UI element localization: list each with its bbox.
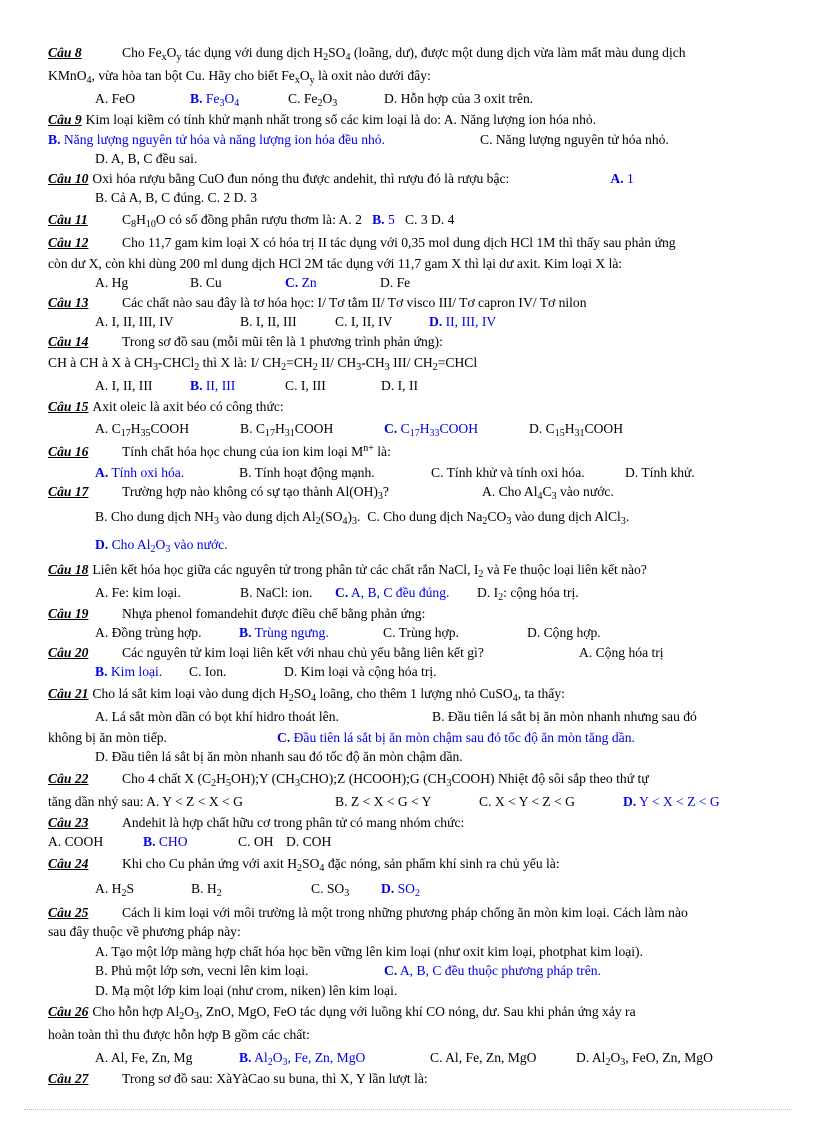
question-24-options (48, 875, 778, 903)
options-cd[interactable]: C. 3 D. 4 (404, 211, 455, 227)
option-c[interactable]: C. OH (238, 834, 274, 849)
option-b[interactable]: B. Phủ một lớp sơn, vecni lên kim loại. (95, 963, 309, 978)
option-a[interactable]: A. $H_2S$ (95, 880, 134, 899)
option-c[interactable]: C. $SO_3$ (311, 880, 350, 899)
question-25-options-2 (48, 961, 778, 981)
question-label: Câu 11 (48, 211, 88, 227)
question-22-line2 (48, 790, 778, 813)
question-10-options (48, 188, 778, 208)
question-label: Câu 19 (48, 605, 89, 621)
option-c[interactable]: C. Năng lượng nguyên tử hóa nhỏ. (480, 131, 669, 147)
question-13: Câu 13 Các chất nào sau đây là tơ hóa học: I/ Tơ tằm II/ Tơ visco III/ Tơ capron IV/ Tơ nilon (48, 293, 778, 313)
option-a[interactable]: A. Fe: kim loại. (95, 584, 181, 600)
option-d[interactable]: D. Đầu tiên lá sắt bị ăn mòn nhanh sau đó tốc độ ăn mòn chậm dần. (95, 749, 463, 764)
question-label: Câu 20 (48, 644, 89, 660)
question-label: Câu 26 (48, 1004, 89, 1019)
question-18: Câu 18 Liên kết hóa học giữa các nguyên tử trong phân tử các chất rắn NaCl, $I_2$ và Fe thuộc loại liên kết nào? (48, 561, 647, 580)
question-label: Câu 16 (48, 443, 89, 459)
question-9-options-2 (48, 149, 778, 169)
question-label: Câu 24 (48, 855, 89, 871)
option-b-correct[interactable]: B. Kim loại. (95, 664, 163, 679)
option-d[interactable]: D. $I_2$: cộng hóa trị. (477, 584, 579, 603)
question-25-line2: sau đây thuộc về phương pháp này: (48, 924, 241, 939)
option-a[interactable]: A. Hg (95, 275, 129, 290)
question-label: Câu 9 (48, 112, 82, 127)
option-a[interactable]: A. COOH (48, 834, 104, 849)
option-d-correct[interactable]: D. II, III, IV (429, 314, 497, 329)
option-d-correct[interactable]: D. $SO_2$ (381, 880, 420, 899)
question-8: Câu 8 Cho $Fe_xO_y$ tác dụng với dung dịch $H_2SO_4$ (loãng, dư), được một dung dịch vừa làm mất màu dung dịch (48, 41, 778, 64)
option-b[interactable]: B. I, II, III (240, 314, 297, 329)
question-12-line2: còn dư X, còn khi dùng 200 ml dung dịch HCl 2M tác dụng với 11,7 gam X thì lại dư axit. Kim loại X là: (48, 255, 623, 271)
option-b[interactable]: B. $H_2$ (191, 880, 222, 899)
option-b[interactable]: B. $C_{17}H_{31}COOH$ (240, 420, 334, 439)
option-a[interactable]: A. I, II, III, IV (95, 314, 174, 329)
option-a[interactable]: A. $C_{17}H_{35}COOH$ (95, 420, 190, 439)
question-27: Câu 27 Trong sơ đồ sau: XàYàCao su buna, thì X, Y lần lượt là: (48, 1069, 778, 1089)
question-11: Câu 11 $C_8H_{10}O$ có số đồng phân rượu thơm là: A. 2 B. 5 C. 3 D. 4 (48, 208, 778, 231)
question-label: Câu 17 (48, 484, 89, 499)
question-label: Câu 18 (48, 561, 89, 577)
option-d[interactable]: D. COH (286, 834, 332, 849)
question-20: Câu 20 Các nguyên tử kim loại liên kết với nhau chủ yếu bằng liên kết gì? A. Cộng hóa trị (48, 643, 778, 663)
option-d[interactable]: D. Tính khử. (625, 464, 695, 480)
option-d[interactable]: D. $Al_2O_3$, FeO, Zn, MgO (576, 1050, 713, 1068)
question-label: Câu 12 (48, 234, 89, 250)
question-label: Câu 21 (48, 685, 89, 701)
option-b-correct[interactable]: B. $Al_2O_3$, Fe, Zn, MgO (239, 1050, 366, 1068)
option-a[interactable]: A. Cho $Al_4C_3$ vào nước. (482, 484, 614, 502)
option-a-correct[interactable]: A. 1 (610, 170, 634, 186)
question-14-line2: CH à CH à X à $CH_3-CHCl_2$ thì X là: I/ $CH_2=CH_2$ II/ $CH_3-CH_3$ III/ $CH_2=CHCl$ (48, 355, 478, 373)
option-a[interactable]: A. Đồng trùng hợp. (95, 625, 202, 640)
option-a[interactable]: A. Cộng hóa trị (579, 644, 664, 660)
question-19-options (48, 623, 778, 643)
question-26: Câu 26 Cho hỗn hợp $Al_2O_3$, ZnO, MgO, FeO tác dụng với luồng khí CO nóng, dư. Sau khi phản ứng xảy ra (48, 1004, 636, 1022)
question-15: Câu 15 Axit oleic là axit béo có công thức: (48, 399, 284, 414)
option-b-correct[interactable]: B. CHO (143, 834, 188, 849)
option-c[interactable]: C. I, II, IV (335, 314, 393, 329)
question-22: Câu 22 Cho 4 chất X $(C_2H_5OH);Y$ $(CH_3CHO);Z$ (HCOOH);G $(CH_3COOH)$ Nhiệt độ sôi sắp theo thứ tự (48, 767, 778, 790)
question-12-options (48, 273, 778, 293)
option-b[interactable]: B. Cu (190, 275, 222, 290)
question-17: Câu 17 Trường hợp nào không có sự tạo thành $Al(OH)_3$? A. Cho $Al_4C_3$ vào nước. (48, 484, 614, 502)
option-c-correct[interactable]: C. Zn (285, 275, 317, 290)
question-17-options (48, 502, 778, 531)
option-c[interactable]: C. Cho dung dịch $Na_2CO_3$ vào dung dịch AlCl$_3$. (367, 508, 630, 527)
question-25: Câu 25 Cách li kim loại với môi trường là một trong những phương pháp chống ăn mòn kim loại. Cách làm nào (48, 903, 778, 923)
option-b-correct[interactable]: B. II, III (190, 378, 236, 393)
question-17-options-2 (48, 531, 778, 558)
option-a[interactable]: A. I, II, III (95, 378, 153, 393)
question-label: Câu 27 (48, 1071, 89, 1086)
option-d[interactable]: D. Cộng hợp. (527, 625, 601, 640)
option-c-correct[interactable]: C. $C_{17}H_{33}COOH$ (384, 420, 479, 439)
question-15-options (48, 417, 778, 440)
question-26-line2: hoàn toàn thì thu được hỗn hợp B gồm các chất: (48, 1027, 310, 1042)
exam-page (48, 41, 778, 1089)
option-a[interactable]: A. FeO (95, 91, 136, 106)
option-d[interactable]: D. Mạ một lớp kim loại (như crom, niken) lên kim loại. (95, 982, 398, 998)
question-25-options-3 (48, 981, 778, 1001)
option-b[interactable]: B. NaCl: ion. (240, 584, 313, 600)
option-d[interactable]: D. $C_{15}H_{31}COOH$ (529, 420, 624, 439)
option-a[interactable]: tăng dần nhý sau: A. Y < Z < X < G (48, 793, 243, 809)
question-label: Câu 14 (48, 333, 89, 349)
question-14: Câu 14 Trong sơ đồ sau (mỗi mũi tên là 1 phương trình phản ứng): (48, 332, 778, 352)
option-c-correct[interactable]: C. A, B, C đều đúng. (335, 584, 450, 600)
question-23-options (48, 832, 778, 852)
question-10: Câu 10 Oxi hóa rượu bằng CuO đun nóng thu được andehit, thì rượu đó là rượu bậc: A. 1 (48, 170, 634, 186)
option-c[interactable]: C. Ion. (189, 664, 227, 679)
option-c-correct[interactable]: C. Đầu tiên lá sắt bị ăn mòn chậm sau đó tốc độ ăn mòn tăng dần. (277, 729, 635, 745)
question-label: Câu 8 (48, 45, 82, 60)
question-label: Câu 25 (48, 904, 89, 920)
question-9-options (48, 130, 778, 150)
option-d-correct[interactable]: D. Y < X < Z < G (623, 793, 720, 809)
option-b-correct[interactable]: B. $Fe_3O_4$ (190, 91, 240, 109)
option-a[interactable]: A. Tạo một lớp màng hợp chất hóa học bền vững lên kim loại (như oxit kim loại, photphat kim loại). (95, 943, 643, 959)
question-label: Câu 22 (48, 770, 89, 786)
option-b-cont: không bị ăn mòn tiếp. (48, 729, 167, 745)
option-d[interactable]: D. I, II (381, 378, 418, 393)
question-label: Câu 23 (48, 814, 89, 830)
option-d[interactable]: D. Kim loại và cộng hóa trị. (284, 664, 437, 679)
option-b[interactable]: B. Tính hoạt động mạnh. (239, 464, 375, 480)
question-21-options-2 (48, 728, 778, 748)
question-18-options (48, 581, 778, 604)
question-24: Câu 24 Khi cho Cu phản ứng với axit $H_2SO_4$ đặc nóng, sản phẩm khí sinh ra chủ yếu là: (48, 852, 778, 875)
question-label: Câu 10 (48, 170, 89, 186)
question-26-options (48, 1046, 778, 1069)
option-a[interactable]: A. Al, Fe, Zn, Mg (95, 1050, 193, 1065)
option-c[interactable]: C. Tính khử và tính oxi hóa. (431, 464, 585, 480)
option-a-correct[interactable]: A. Tính oxi hóa. (95, 464, 185, 480)
option-b[interactable]: B. Cho dung dịch $NH_3$ vào dung dịch $Al_2(SO_4)_3$. (95, 508, 361, 527)
page-border-bottom (24, 1109, 792, 1110)
question-16: Câu 16 Tính chất hóa học chung của ion kim loại $M^{n+}$ là: (48, 440, 778, 463)
question-label: Câu 15 (48, 399, 89, 414)
options-bcd[interactable]: B. Cả A, B, C đúng. C. 2 D. 3 (95, 190, 258, 205)
question-8-line2: KMnO$_4$, vừa hòa tan bột Cu. Hãy cho biết $Fe_xO_y$ là oxit nào dưới đây: (48, 68, 431, 86)
option-d[interactable]: D. A, B, C đều sai. (95, 151, 198, 166)
option-d[interactable]: D. Fe (380, 275, 411, 290)
option-b-correct[interactable]: B. 5 (372, 211, 395, 227)
question-25-options (48, 942, 778, 962)
option-b[interactable]: B. Z < X < G < Y (335, 793, 432, 809)
question-label: Câu 13 (48, 294, 89, 310)
option-c[interactable]: C. I, III (285, 378, 326, 393)
question-14-options (48, 374, 778, 397)
option-c[interactable]: C. X < Y < Z < G (479, 793, 575, 809)
option-a[interactable]: A. Lá sắt mòn dần có bọt khí hidro thoát lên. (95, 708, 339, 724)
question-23: Câu 23 Andehit là hợp chất hữu cơ trong phân tử có mang nhóm chức: (48, 813, 778, 833)
option-c[interactable]: C. $Fe_2O_3$ (288, 91, 338, 109)
question-12: Câu 12 Cho 11,7 gam kim loại X có hóa trị II tác dụng với 0,35 mol dung dịch HCl 1M thì thấy sau phản ứng (48, 231, 778, 254)
question-13-options (48, 312, 778, 332)
option-d-correct[interactable]: D. Cho $Al_2O_3$ vào nước. (95, 536, 228, 555)
option-b-correct[interactable]: B. Năng lượng nguyên tử hóa và năng lượng ion hóa đều nhỏ. (48, 131, 386, 147)
option-d[interactable]: D. Hỗn hợp của 3 oxit trên. (384, 91, 534, 106)
option-b-correct[interactable]: B. Trùng ngưng. (239, 625, 329, 640)
option-c[interactable]: C. Al, Fe, Zn, MgO (430, 1050, 537, 1065)
question-16-options (48, 463, 778, 483)
option-c[interactable]: C. Trùng hợp. (383, 625, 459, 640)
question-19: Câu 19 Nhựa phenol fomandehit được điều chế bằng phản ứng: (48, 604, 778, 624)
question-21: Câu 21 Cho lá sắt kim loại vào dung dịch $H_2SO_4$ loãng, cho thêm 1 lượng nhỏ CuSO$_4$, ta thấy: (48, 685, 565, 704)
question-21-options-3 (48, 747, 778, 767)
question-21-options (48, 705, 778, 728)
question-8-options (48, 87, 778, 110)
question-9: Câu 9 Kim loại kiềm có tính khử mạnh nhất trong số các kim loại là do: A. Năng lượng ion hóa nhỏ. (48, 112, 597, 127)
option-c-correct[interactable]: C. A, B, C đều thuộc phương pháp trên. (384, 963, 601, 978)
question-20-options (48, 662, 778, 682)
option-b[interactable]: B. Đầu tiên lá sắt bị ăn mòn nhanh nhưng sau đó (432, 708, 697, 724)
